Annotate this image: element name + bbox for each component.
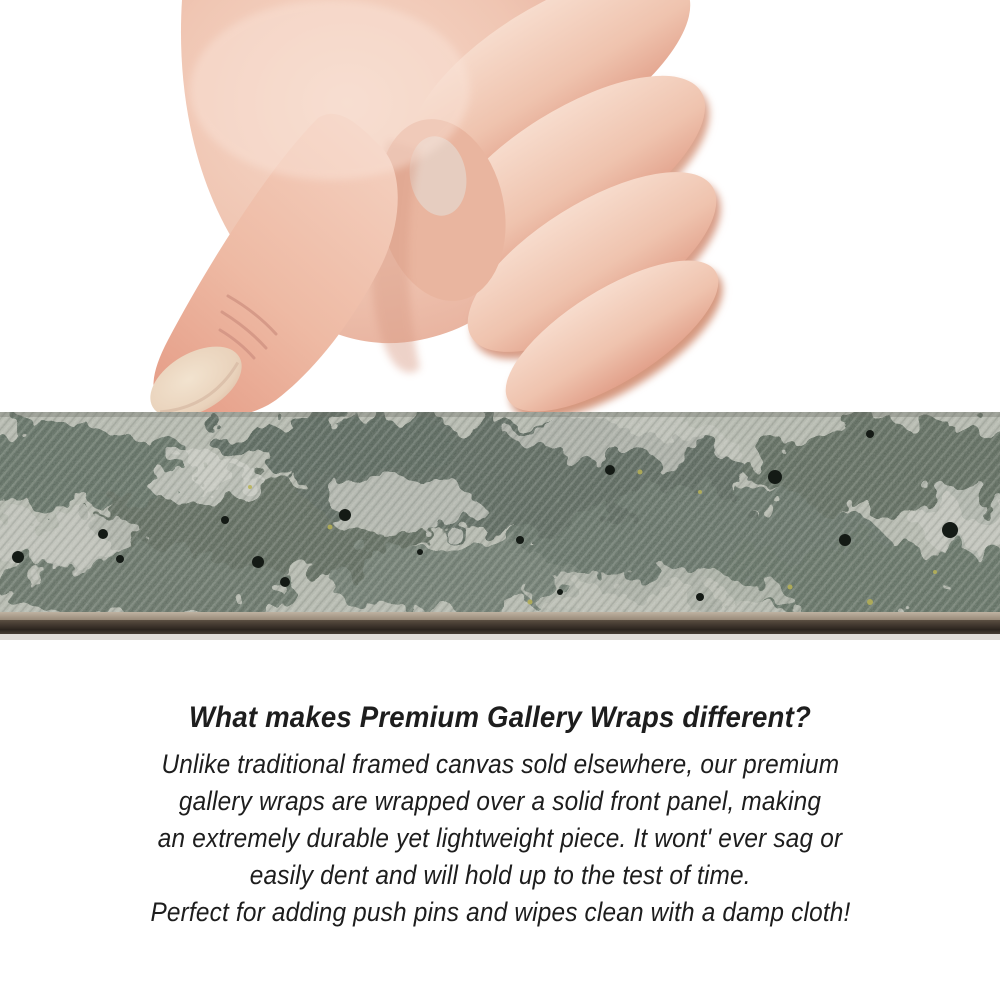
canvas-edge-photo — [0, 412, 1000, 640]
hand-highlight — [190, 0, 470, 180]
body-line-5: Perfect for adding push pins and wipes clean with a damp cloth! — [149, 897, 851, 927]
canvas-underside-edge — [0, 620, 1000, 634]
canvas-strip — [0, 412, 1000, 640]
body-line-4: easily dent and will hold up to the test of time. — [249, 860, 751, 890]
hand-photo — [0, 0, 1000, 422]
body-line-2: gallery wraps are wrapped over a solid front panel, making — [178, 786, 822, 816]
body-line-3: an extremely durable yet lightweight piece. It wont' ever sag or — [157, 823, 843, 853]
canvas-drop-shadow — [0, 634, 1000, 640]
heading — [0, 698, 1000, 738]
hand-illustration — [0, 0, 1000, 422]
canvas-green-blotches — [0, 412, 1000, 626]
description-block — [0, 698, 1000, 931]
body-line-1: Unlike traditional framed canvas sold elsewhere, our premium — [161, 749, 839, 779]
heading-text: What makes Premium Gallery Wraps different? — [189, 701, 811, 734]
